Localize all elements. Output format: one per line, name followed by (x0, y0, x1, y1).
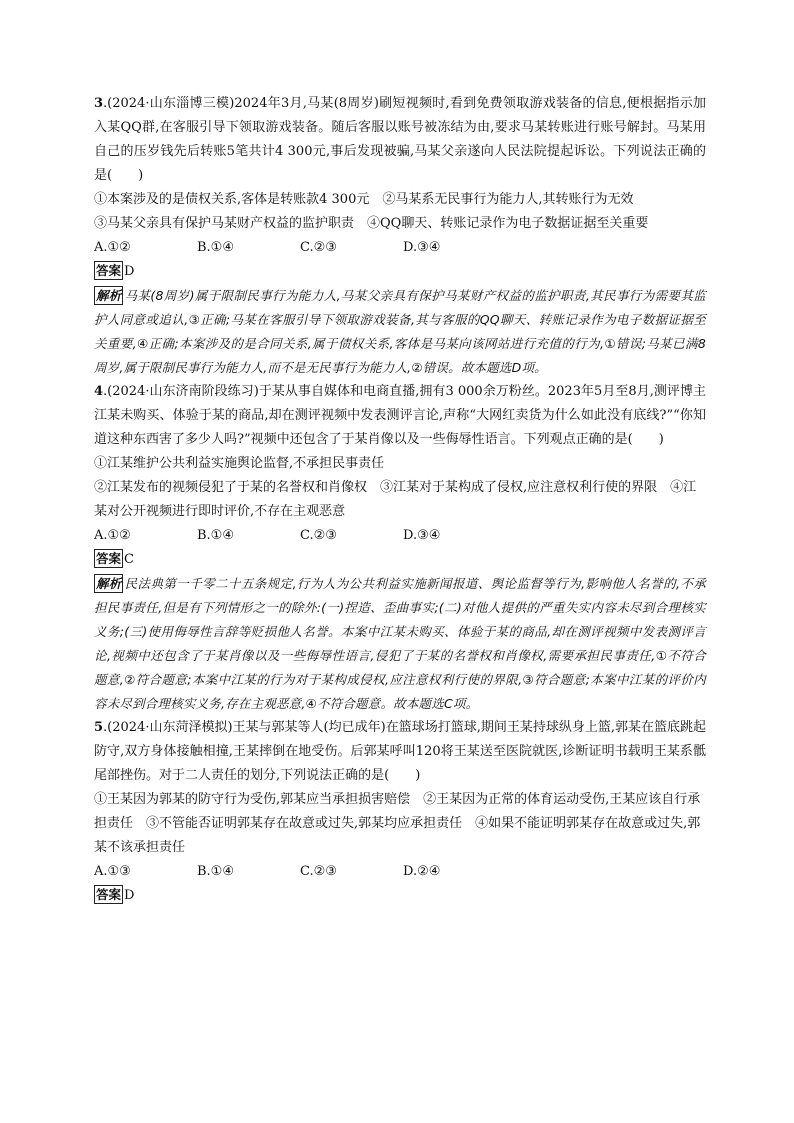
answer-row (94, 548, 706, 572)
explanation-text: 民法典第一千零二十五条规定,行为人为公共利益实施新闻报道、舆论监督等行为,影响他人名誉的,不承担民事责任,但是有下列情形之一的除外:(一)捏造、歪曲事实;(二)对他人提供的严重失实内容未尽到合理核实义务;(三)使用侮辱性言辞等贬损他人名誉。本案中江某未购买、体验于某的商品,却在测评视频中发表测评言论,视频中还包含了于某肖像以及一些侮辱性语言,侵犯了于某的名誉权和肖像权,需要承担民事责任,①不符合题意,②符合题意;本案中江某的行为对于某构成侵权,应注意权利行使的界限,③符合题意;本案中江某的评价内容未尽到合理核实义务,存在主观恶意,④不符合题意。故本题选C项。 (94, 576, 706, 711)
explanation (94, 284, 706, 380)
choice-a: A.①② (94, 240, 131, 255)
answer-value: D (124, 264, 135, 279)
answer-value: C (124, 552, 134, 567)
question-stem (94, 92, 706, 188)
content-area (94, 92, 706, 908)
question-number: 3 (94, 96, 104, 111)
choice-a: A.①③ (94, 864, 131, 879)
choice-b: B.①④ (197, 528, 234, 543)
answer-choices (94, 524, 706, 548)
answer-tag: 答案 (96, 263, 122, 278)
choice-a: A.①② (94, 528, 131, 543)
option-line-1: ①本案涉及的是债权关系,客体是转账款4 300元 ②马某系无民事行为能力人,其转账行为无效 (94, 192, 634, 207)
explanation (94, 572, 706, 716)
question-text: .(2024·山东济南阶段练习)于某从事自媒体和电商直播,拥有3 000余万粉丝。2023年5月至8月,测评博主江某未购买、体验于某的商品,却在测评视频中发表测评言论,声称“大网红卖货为什么如此没有底线?”“你知道这种东西害了多少人吗?”视频中还包含了于某肖像以及一些侮辱性语言。下列观点正确的是( ) (94, 384, 706, 447)
question-4 (94, 380, 706, 716)
choice-d: D.②④ (403, 864, 441, 879)
option-line-1: ①江某维护公共利益实施舆论监督,不承担民事责任 (94, 456, 385, 471)
answer-choices (94, 860, 706, 884)
question-text: .(2024·山东菏泽模拟)王某与郭某等人(均已成年)在篮球场打篮球,期间王某持球纵身上篮,郭某在篮底跳起防守,双方身体接触相撞,王某摔倒在地受伤。后郭某呼叫120将王某送至医院就医,诊断证明书载明王某系骶尾部挫伤。对于二人责任的划分,下列说法正确的是( ) (94, 720, 706, 783)
question-3 (94, 92, 706, 380)
choice-b: B.①④ (197, 240, 234, 255)
choice-d: D.③④ (403, 528, 441, 543)
choice-d: D.③④ (403, 240, 441, 255)
answer-row (94, 260, 706, 284)
question-stem (94, 716, 706, 788)
explanation-tag: 解析 (96, 288, 122, 303)
question-text: .(2024·山东淄博三模)2024年3月,马某(8周岁)刷短视频时,看到免费领取游戏装备的信息,便根据指示加入某QQ群,在客服引导下领取游戏装备。随后客服以账号被冻结为由,要求马某转账进行账号解封。马某用自己的压岁钱先后转账5笔共计4 300元,事后发现被骗,马某父亲遂向人民法院提起诉讼。下列说法正确的是( ) (94, 96, 706, 183)
option-lines: ①王某因为郭某的防守行为受伤,郭某应当承担损害赔偿 ②王某因为正常的体育运动受伤,王某应该自行承担责任 ③不管能否证明郭某存在故意或过失,郭某均应承担责任 ④如果不能证明郭某存在故意或过失,郭某不该承担责任 (94, 792, 701, 855)
choice-c: C.②③ (300, 864, 337, 879)
question-number: 4 (94, 384, 104, 399)
answer-value: D (124, 888, 135, 903)
explanation-text: 马某(8周岁)属于限制民事行为能力人,马某父亲具有保护马某财产权益的监护职责,其民事行为需要其监护人同意或追认,③正确;马某在客服引导下领取游戏装备,其与客服的QQ聊天、转账记录作为电子数据证据至关重要,④正确;本案涉及的是合同关系,属于债权关系,客体是马某向该网站进行充值的行为,①错误;马某已满8周岁,属于限制民事行为能力人,而不是无民事行为能力人,②错误。故本题选D项。 (94, 288, 706, 375)
option-line-2: ③马某父亲具有保护马某财产权益的监护职责 ④QQ聊天、转账记录作为电子数据证据至关重要 (94, 216, 649, 231)
option-line-2: ②江某发布的视频侵犯了于某的名誉权和肖像权 ③江某对于某构成了侵权,应注意权利行使的界限 ④江某对公开视频进行即时评价,不存在主观恶意 (94, 480, 697, 519)
answer-tag: 答案 (96, 551, 122, 566)
answer-tag: 答案 (96, 887, 122, 902)
answer-choices (94, 236, 706, 260)
choice-c: C.②③ (300, 528, 337, 543)
question-5 (94, 716, 706, 908)
question-stem (94, 380, 706, 452)
question-number: 5 (94, 720, 104, 735)
explanation-tag: 解析 (96, 576, 122, 591)
choice-b: B.①④ (197, 864, 234, 879)
choice-c: C.②③ (300, 240, 337, 255)
answer-row (94, 884, 706, 908)
